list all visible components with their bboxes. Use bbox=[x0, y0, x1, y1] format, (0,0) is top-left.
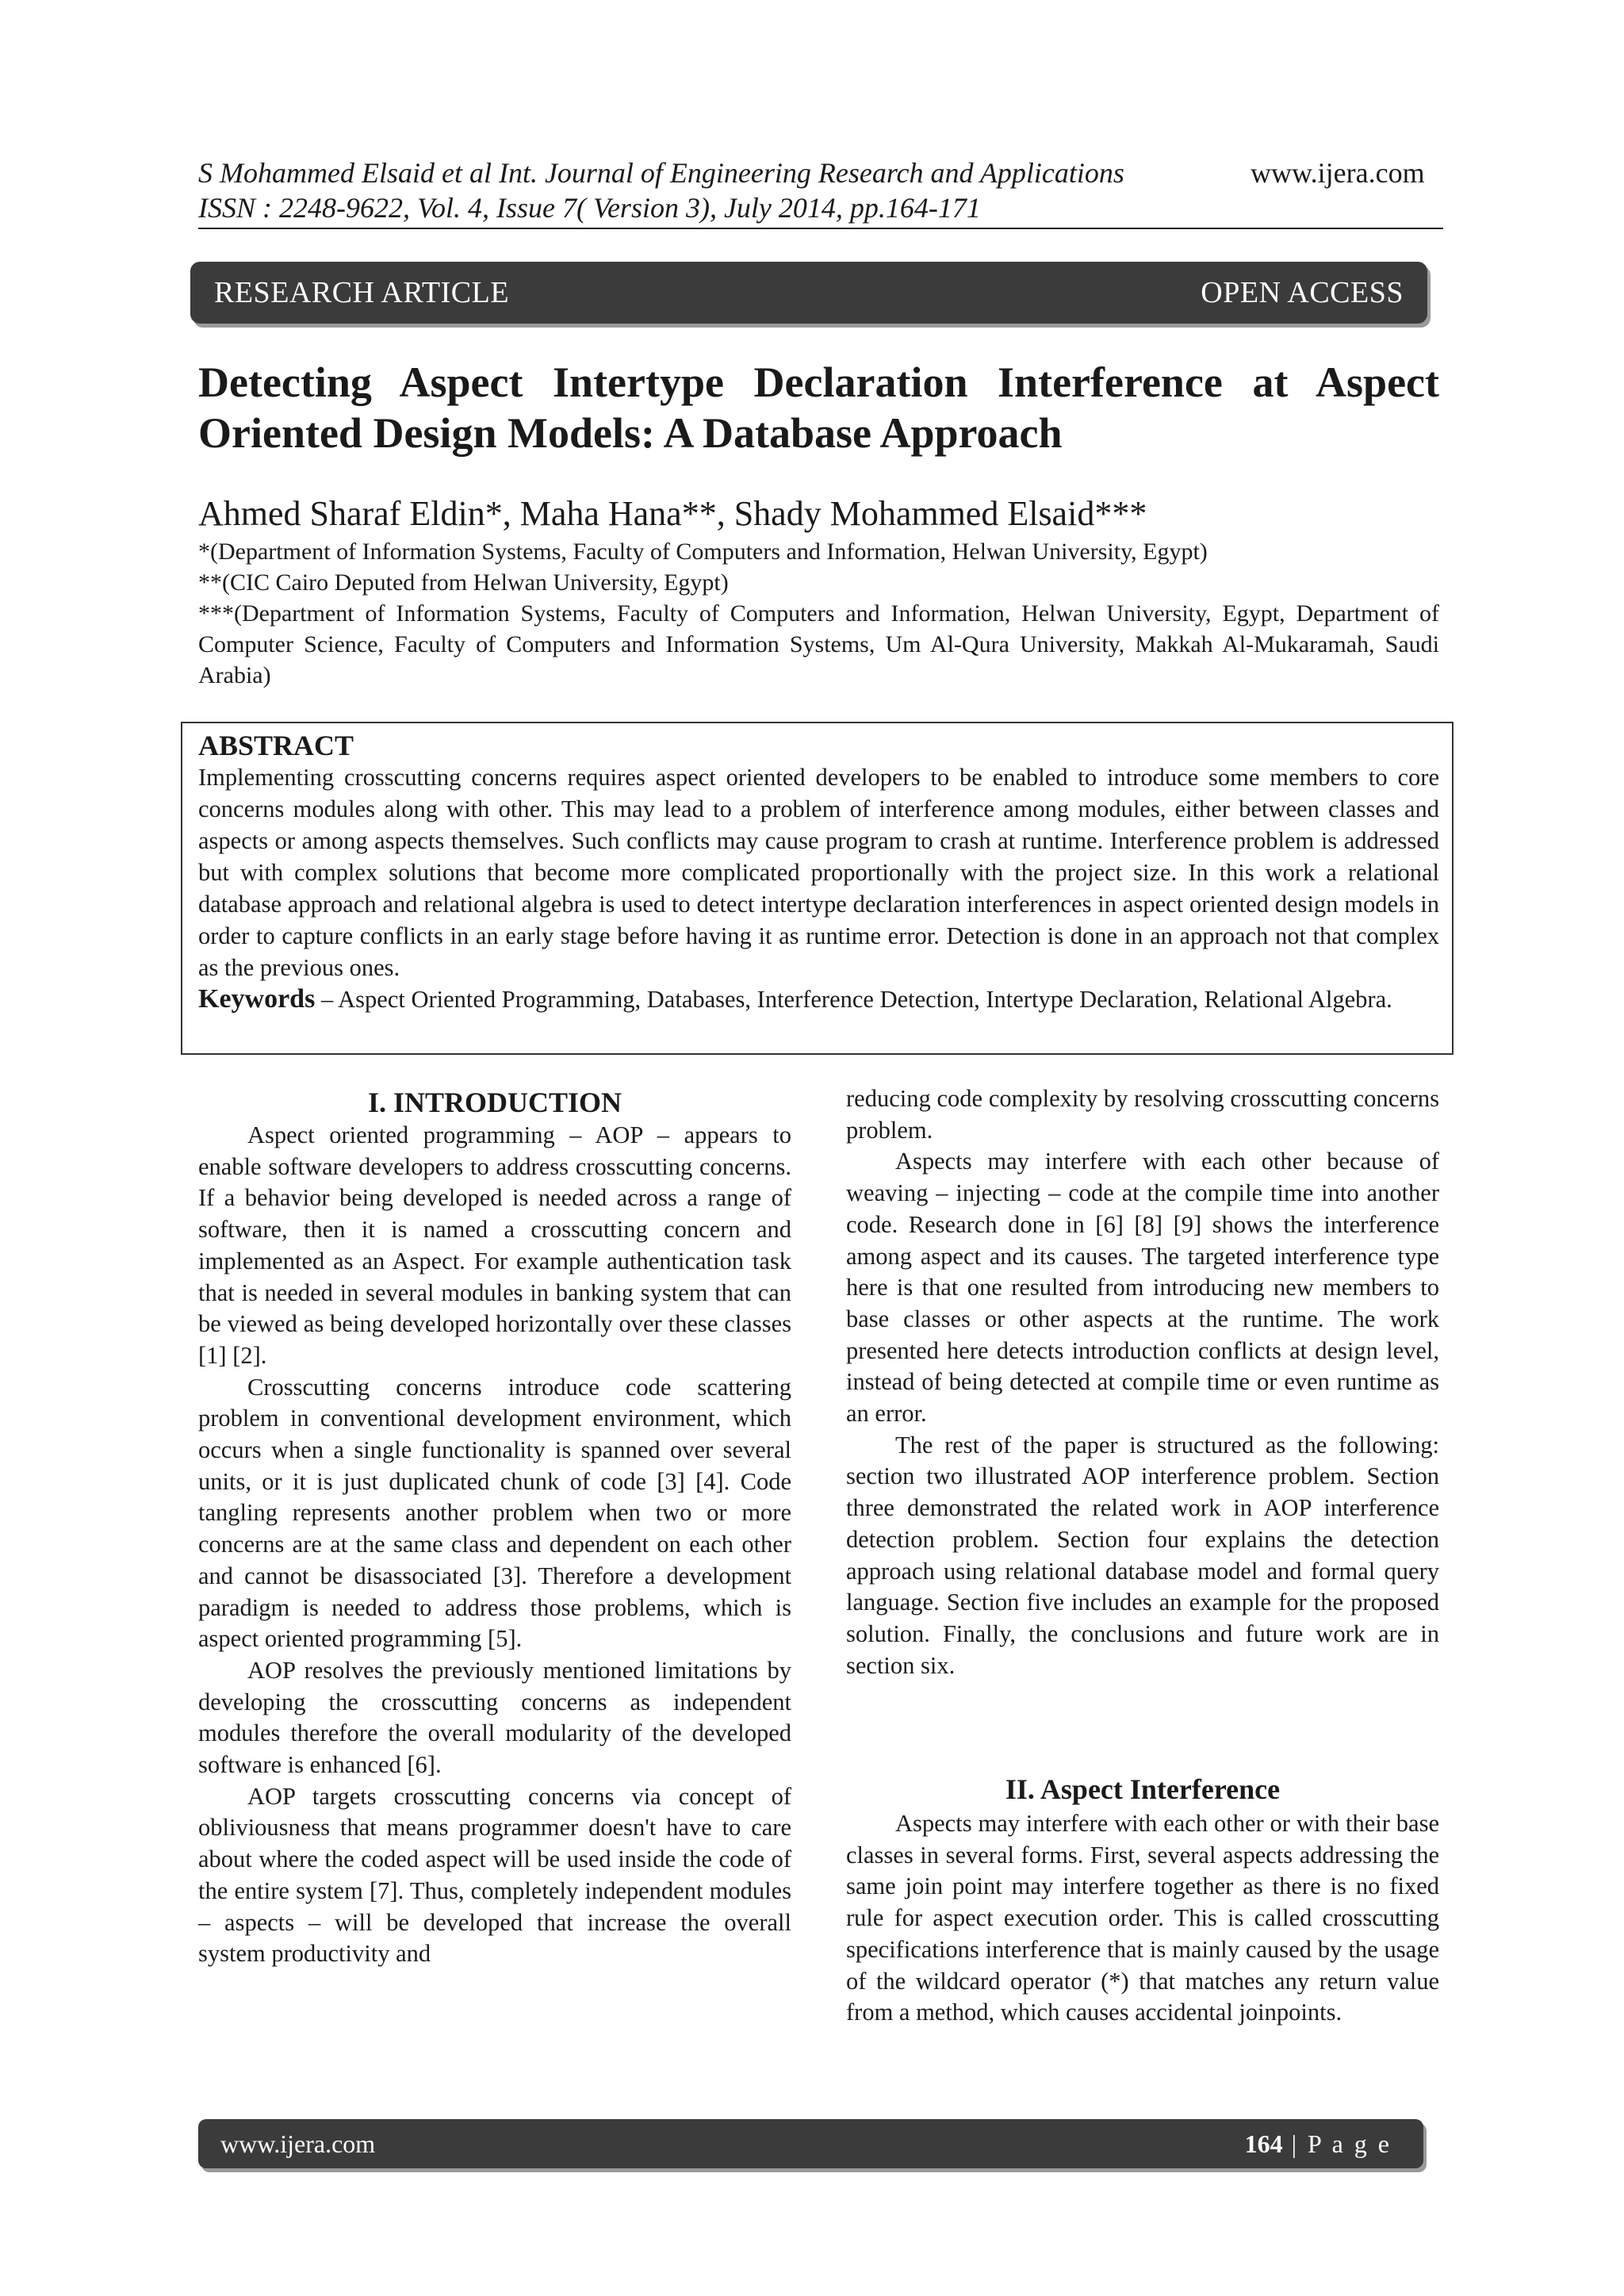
paragraph: reducing code complexity by resolving crosscutting concerns problem. bbox=[846, 1085, 1439, 1144]
page-number-value: 164 bbox=[1244, 2129, 1283, 2158]
paragraph: AOP targets crosscutting concerns via concept of obliviousness that means programmer doesn't have to care about where the coded aspect will be used inside the code of the entire system [7]. Thus, completely independent modules – aspects – will be developed that increase the overall system productivity and bbox=[198, 1782, 791, 1968]
page-footer bbox=[198, 2119, 1423, 2168]
abstract-text: Implementing crosscutting concerns requires aspect oriented developers to be enabled to introduce some members to core concerns modules along with other. This may lead to a problem of interference among modules, either between classes and aspects or among aspects themselves. Such conflicts may cause program to crash at runtime. Interference problem is addressed but with complex solutions that become more complicated proportionally with the project size. In this work a relational database approach and relational algebra is used to detect intertype declaration interferences in aspect oriented design models in order to capture conflicts in an early stage before having it as runtime error. Detection is done in an approach not that complex as the previous ones. bbox=[198, 764, 1439, 981]
left-column bbox=[198, 1120, 791, 1970]
section-heading-introduction: I. INTRODUCTION bbox=[367, 1087, 622, 1118]
keywords-list: – Aspect Oriented Programming, Databases, Interference Detection, Intertype Declaration, Relational Algebra. bbox=[315, 986, 1392, 1013]
paragraph: Crosscutting concerns introduce code scattering problem in conventional development environment, which occurs when a single functionality is spanned over several units, or it is just duplicated chunk of code [3] [4]. Code tangling represents another problem when two or more concerns are at the same class and dependent on each other and cannot be disassociated [3]. Therefore a development paradigm is needed to address those problems, which is aspect oriented programming [5]. bbox=[198, 1373, 791, 1653]
research-article-label: RESEARCH ARTICLE bbox=[214, 276, 510, 309]
article-type-banner bbox=[190, 262, 1427, 324]
right-column bbox=[846, 1083, 1439, 1681]
open-access-label: OPEN ACCESS bbox=[1201, 276, 1404, 309]
paragraph: Aspects may interfere with each other or with their base classes in several forms. First, several aspects addressing the same join point may interfere together as there is no fixed rule for aspect execution order. This is called crosscutting specifications interference that is mainly caused by the usage of the wildcard operator (*) that matches any return value from a method, which causes accidental joinpoints. bbox=[846, 1810, 1439, 2026]
journal-citation: S Mohammed Elsaid et al Int. Journal of Engineering Research and Applications bbox=[198, 157, 1124, 189]
keywords-label: Keywords bbox=[198, 984, 316, 1014]
journal-url[interactable]: www.ijera.com bbox=[1251, 157, 1425, 189]
paragraph: Aspect oriented programming – AOP – appears to enable software developers to address crosscutting concerns. If a behavior being developed is needed across a range of software, then it is named a crosscutting concern and implemented as an Aspect. For example authentication task that is needed in several modules in banking system that can be viewed as being developed horizontally over these classes [1] [2]. bbox=[198, 1121, 791, 1369]
journal-issn: ISSN : 2248-9622, Vol. 4, Issue 7( Version 3), July 2014, pp.164-171 bbox=[198, 192, 981, 224]
paper-title-line1: Detecting Aspect Intertype Declaration Interference at Aspect bbox=[198, 358, 1439, 406]
authors: Ahmed Sharaf Eldin*, Maha Hana**, Shady Mohammed Elsaid*** bbox=[198, 494, 1147, 533]
paper-title-line2: Oriented Design Models: A Database Approach bbox=[198, 409, 1063, 457]
page-number bbox=[1245, 2129, 1392, 2159]
page-label: | P a g e bbox=[1282, 2129, 1392, 2158]
paragraph: AOP resolves the previously mentioned limitations by developing the crosscutting concerns as independent modules therefore the overall modularity of the developed software is enhanced [6]. bbox=[198, 1656, 791, 1779]
affiliation-3: ***(Department of Information Systems, Faculty of Computers and Information, Helwan University, Egypt, Department of Computer Science, Faculty of Computers and Information Systems, Um Al-Qura University, Makkah Al-Mukaramah, Saudi Arabia) bbox=[198, 600, 1439, 688]
paragraph: The rest of the paper is structured as the following: section two illustrated AOP interference problem. Section three demonstrated the related work in AOP interference detection problem. Section four explains the detection approach using relational database model and formal query language. Section five includes an example for the proposed solution. Finally, the conclusions and future work are in section six. bbox=[846, 1431, 1439, 1679]
keywords bbox=[198, 983, 1439, 1015]
paragraph: Aspects may interfere with each other because of weaving – injecting – code at the compile time into another code. Research done in [6] [8] [9] shows the interference among aspect and its causes. The targeted interference type here is that one resulted from introducing new members to base classes or other aspects at the runtime. The work presented here detects introduction conflicts at design level, instead of being detected at compile time or even runtime as an error. bbox=[846, 1148, 1439, 1428]
abstract-heading: ABSTRACT bbox=[198, 730, 354, 761]
affiliation-1: *(Department of Information Systems, Faculty of Computers and Information, Helwan University, Egypt) bbox=[198, 539, 1208, 565]
footer-url[interactable]: www.ijera.com bbox=[220, 2129, 376, 2158]
section-heading-aspect-interference: II. Aspect Interference bbox=[1005, 1773, 1281, 1805]
right-column-section2 bbox=[846, 1808, 1439, 2029]
affiliation-2: **(CIC Cairo Deputed from Helwan University, Egypt) bbox=[198, 569, 729, 596]
header-rule bbox=[198, 228, 1443, 229]
